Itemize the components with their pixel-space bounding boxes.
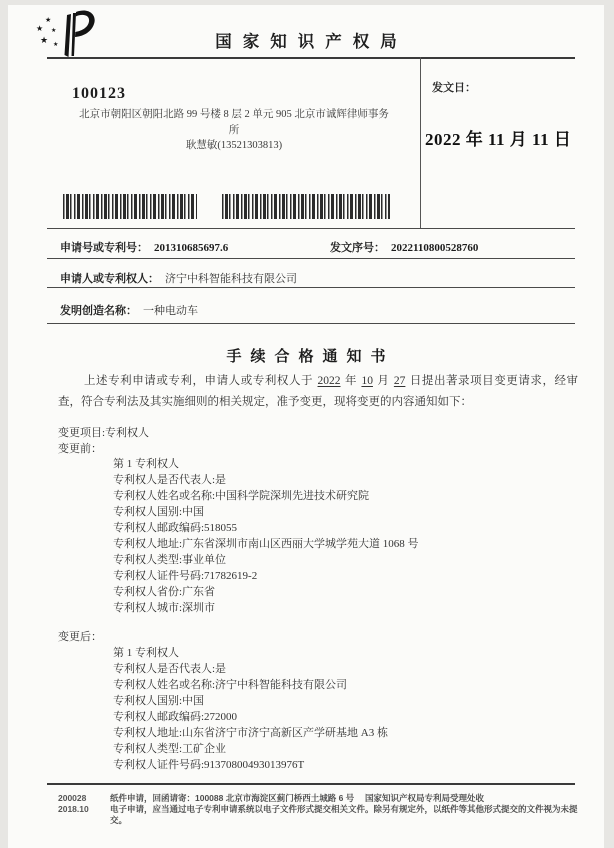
applicant-row <box>60 270 297 286</box>
star-icon: ★ <box>51 28 57 34</box>
detail-line: 专利权人国别:中国 <box>113 695 205 707</box>
detail-line: 专利权人是否代表人:是 <box>113 474 227 486</box>
notice-paragraph <box>58 371 578 413</box>
change-request-month: 10 <box>361 375 373 387</box>
detail-line: 专利权人城市:深圳市 <box>113 602 216 614</box>
star-icon: ★ <box>40 35 49 45</box>
detail-line: 专利权人地址:山东省济宁市济宁高新区产学研基地 A3 栋 <box>113 727 388 739</box>
application-number-value: 201310685697.6 <box>154 242 229 254</box>
star-icon: ★ <box>36 24 44 33</box>
header-rule <box>47 57 575 59</box>
paragraph-text: 年 <box>344 375 358 387</box>
dispatch-date-label: 发文日： <box>432 82 476 94</box>
detail-line: 第 1 专利权人 <box>113 647 179 659</box>
table-rule <box>47 287 575 288</box>
invention-row <box>60 302 198 318</box>
table-rule <box>47 228 575 229</box>
serial-number-label: 发文序号： <box>330 242 385 254</box>
star-icon: ★ <box>53 42 59 48</box>
detail-line: 专利权人是否代表人:是 <box>113 663 227 675</box>
address-line-2: 所 <box>228 124 240 136</box>
detail-line: 专利权人国别:中国 <box>113 506 205 518</box>
paragraph-text: 月 <box>377 375 390 387</box>
detail-line: 专利权人类型:工矿企业 <box>113 743 227 755</box>
agency-title: 国家知识产权局 <box>215 32 408 51</box>
dispatch-date-value: 2022 年 11 月 11 日 <box>425 130 572 149</box>
addressee-address <box>56 107 412 154</box>
barcode <box>63 194 197 219</box>
paragraph-text: 日提出著录项目变更请求，经审查，符合专利法及其实施细则的相关规定，准予变更，现将变更的内容通知如下： <box>58 375 579 408</box>
serial-number-value: 2022110800528760 <box>391 242 479 254</box>
applicant-label: 申请人或专利权人： <box>60 273 159 285</box>
change-item-label: 变更项目:专利权人 <box>58 427 150 439</box>
change-request-day: 27 <box>393 375 406 387</box>
paragraph-text: 上述专利申请或专利，申请人或专利权人于 <box>84 375 314 387</box>
detail-line: 专利权人类型:事业单位 <box>113 554 227 566</box>
detail-line: 专利权人姓名或名称:中国科学院深圳先进技术研究院 <box>113 490 370 502</box>
detail-line: 专利权人省份:广东省 <box>113 586 216 598</box>
detail-line: 第 1 专利权人 <box>113 458 179 470</box>
notice-title: 手续合格通知书 <box>226 349 395 365</box>
change-request-year: 2022 <box>317 375 341 387</box>
serial-number-row <box>330 239 478 255</box>
form-number-block <box>58 793 110 826</box>
detail-line: 专利权人证件号码:71782619-2 <box>113 570 258 582</box>
invention-name-value: 一种电动车 <box>143 305 198 317</box>
barcode <box>222 194 390 219</box>
applicant-value: 济宁中科智能科技有限公司 <box>165 273 297 285</box>
before-change-details <box>113 456 419 616</box>
after-change-details <box>113 645 388 773</box>
footer-rule <box>47 783 575 785</box>
footer-paper-instruction: 纸件申请，回函请寄：100088 北京市海淀区蓟门桥西土城路 6 号 国家知识产权局专利局受理处收 <box>110 793 485 803</box>
application-number-label: 申请号或专利号： <box>60 242 148 254</box>
footer-electronic-instruction: 电子申请，应当通过电子专利申请系统以电子文件形式提交相关文件。除另有规定外，以纸件等其他形式提交的文件视为未提交。 <box>110 804 578 825</box>
addressee-contact: 耿慧敏(13521303813) <box>185 140 283 151</box>
table-rule <box>47 323 575 324</box>
header-divider <box>420 57 421 228</box>
detail-line: 专利权人地址:广东省深圳市南山区西丽大学城学苑大道 1068 号 <box>113 538 419 550</box>
form-date: 2018.10 <box>58 804 89 814</box>
form-number: 200028 <box>58 793 87 803</box>
application-number-row <box>60 239 228 255</box>
detail-line: 专利权人证件号码:91370800493013976T <box>113 759 305 771</box>
footer <box>58 793 580 826</box>
change-after-label: 变更后： <box>58 631 102 643</box>
star-icon: ★ <box>45 16 52 24</box>
detail-line: 专利权人姓名或名称:济宁中科智能科技有限公司 <box>113 679 348 691</box>
addressee-postcode: 100123 <box>72 85 126 102</box>
document-page <box>8 5 604 848</box>
change-before-label: 变更前： <box>58 443 102 455</box>
table-rule <box>47 258 575 259</box>
address-line-1: 北京市朝阳区朝阳北路 99 号楼 8 层 2 单元 905 北京市诚辉律师事务 <box>79 109 389 120</box>
footer-instructions <box>110 793 580 826</box>
detail-line: 专利权人邮政编码:518055 <box>113 522 238 534</box>
invention-name-label: 发明创造名称： <box>60 305 137 317</box>
detail-line: 专利权人邮政编码:272000 <box>113 711 238 723</box>
